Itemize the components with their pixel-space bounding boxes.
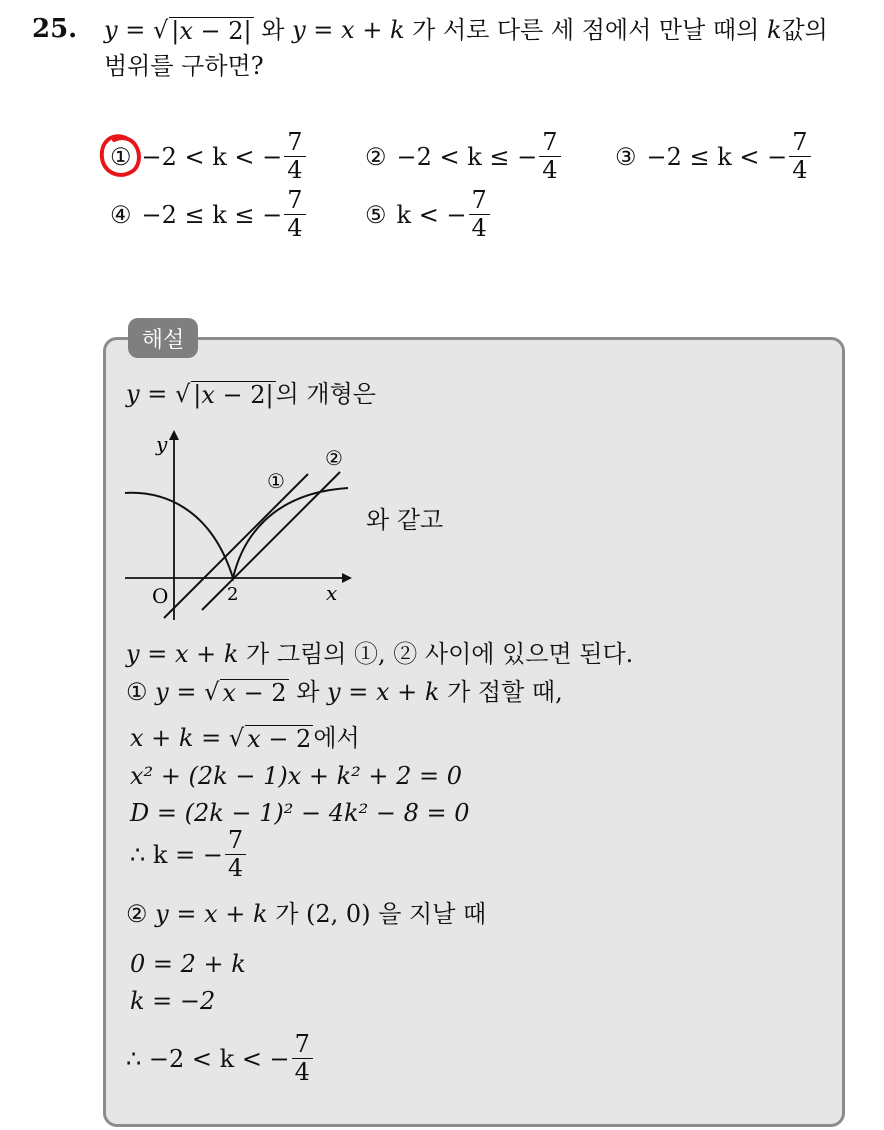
question-number: 25. bbox=[32, 14, 78, 44]
case1-mid: 와 bbox=[296, 678, 320, 706]
question-text-line1: y = √ |x − 2| 와 y = x + k 가 서로 다른 세 점에서 만날 때의 k값의 bbox=[104, 16, 828, 45]
option-1-marker: ① bbox=[110, 142, 132, 171]
question-text-part1: 와 bbox=[261, 16, 285, 44]
graph-line2-label: ② bbox=[325, 446, 343, 470]
equation-2: x² + (2k − 1)x + k² + 2 = 0 bbox=[130, 762, 463, 790]
graph-intro-suffix: 의 개형은 bbox=[275, 380, 376, 408]
option-4-marker: ④ bbox=[110, 200, 132, 229]
therefore-1: ∴ k = − $\frac{7}{4}$ bbox=[130, 828, 248, 881]
graph-two-label: 2 bbox=[227, 584, 239, 605]
final-answer-text: ∴ −2 < k < − bbox=[126, 1044, 290, 1073]
option-3-marker: ③ bbox=[615, 142, 637, 171]
option-1[interactable]: ① −2 < k < − $\frac{7}{4}$ bbox=[110, 130, 308, 183]
function-graph bbox=[120, 425, 360, 630]
option-2-marker: ② bbox=[365, 142, 387, 171]
graph-y-label: y bbox=[156, 432, 168, 456]
case2-heading: ② y = x + k 가 (2, 0) 을 지날 때 bbox=[126, 900, 487, 928]
final-answer: ∴ −2 < k < − $\frac{7}{4}$ bbox=[126, 1032, 315, 1085]
line-between-text: 가 그림의 ①, ② 사이에 있으면 된다. bbox=[246, 640, 634, 668]
selected-answer-circle bbox=[96, 130, 146, 184]
question-text-part2: 가 서로 다른 세 점에서 만날 때의 bbox=[412, 16, 760, 44]
option-2[interactable]: ② −2 < k ≤ − $\frac{7}{4}$ bbox=[365, 130, 563, 183]
option-5-text: k < − bbox=[396, 200, 467, 229]
therefore-1-text: ∴ k = − bbox=[130, 840, 223, 869]
case1-end: 가 접할 때, bbox=[447, 678, 563, 706]
case2-mid: 가 bbox=[275, 900, 299, 928]
case1-marker: ① bbox=[126, 678, 148, 706]
graph-origin-label: O bbox=[152, 584, 169, 608]
case1-heading: ① y = √ x − 2 와 y = x + k 가 접할 때, bbox=[126, 678, 563, 707]
question-text-part3: 값의 bbox=[781, 16, 828, 44]
option-2-text: −2 < k ≤ − bbox=[396, 142, 538, 171]
graph-intro: y = √ |x − 2| 의 개형은 bbox=[126, 380, 376, 409]
equation-3: D = (2k − 1)² − 4k² − 8 = 0 bbox=[130, 799, 470, 827]
option-5-marker: ⑤ bbox=[365, 200, 387, 229]
equation-1: x + k = √ x − 2 에서 bbox=[130, 724, 360, 753]
graph-line1-label: ① bbox=[267, 469, 285, 493]
option-1-text: −2 < k < − bbox=[141, 142, 283, 171]
case2-marker: ② bbox=[126, 900, 148, 928]
option-4-text: −2 ≤ k ≤ − bbox=[141, 200, 283, 229]
question-text-line2: 범위를 구하면? bbox=[104, 52, 264, 80]
sqrt-abs-expr: √ |x − 2| bbox=[152, 16, 252, 45]
option-4[interactable]: ④ −2 ≤ k ≤ − $\frac{7}{4}$ bbox=[110, 188, 308, 241]
option-3-text: −2 ≤ k < − bbox=[646, 142, 788, 171]
equation-5: k = −2 bbox=[130, 987, 216, 1015]
equation-4: 0 = 2 + k bbox=[130, 950, 246, 978]
solution-line-between: y = x + k 가 그림의 ①, ② 사이에 있으면 된다. bbox=[126, 640, 634, 668]
option-3[interactable]: ③ −2 ≤ k < − $\frac{7}{4}$ bbox=[615, 130, 813, 183]
graph-x-label: x bbox=[326, 581, 338, 605]
case2-end: 을 지날 때 bbox=[378, 900, 487, 928]
graph-caption: 와 같고 bbox=[366, 506, 444, 534]
case2-point: (2, 0) bbox=[306, 900, 371, 928]
eq1-suffix: 에서 bbox=[313, 724, 360, 752]
option-5[interactable]: ⑤ k < − $\frac{7}{4}$ bbox=[365, 188, 492, 241]
solution-tab: 해설 bbox=[128, 318, 198, 358]
